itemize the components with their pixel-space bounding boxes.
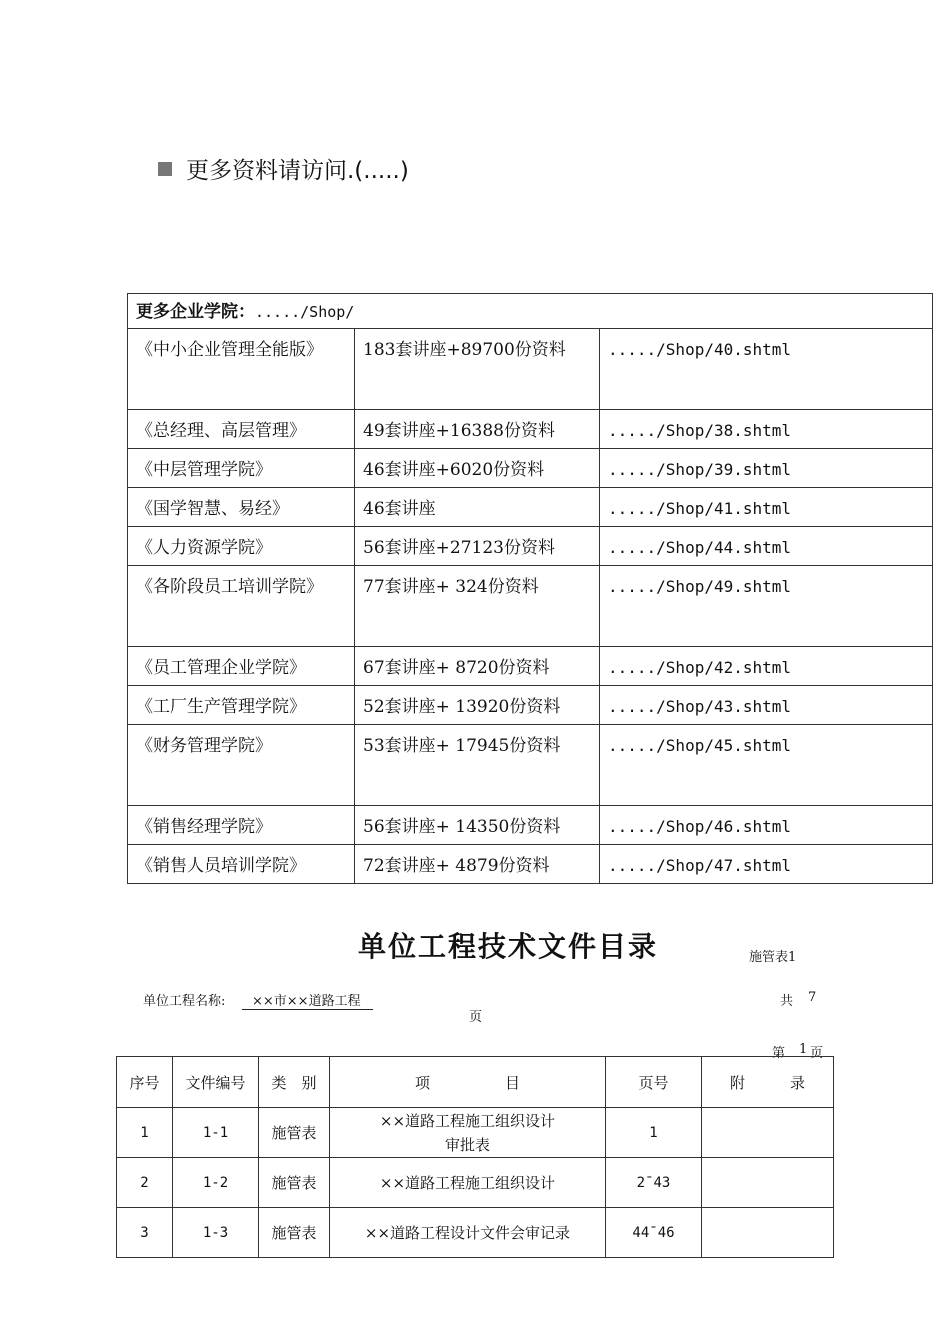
- square-bullet-icon: [158, 162, 172, 176]
- shop-desc-cell: 53套讲座+ 17945份资料: [355, 725, 600, 806]
- col-header-pages: 页号: [606, 1057, 702, 1108]
- row-category: 施管表: [259, 1158, 330, 1208]
- shop-link-cell[interactable]: ...../Shop/42.shtml: [600, 647, 933, 686]
- shop-desc-cell: 52套讲座+ 13920份资料: [355, 686, 600, 725]
- row-pages: 2¯43: [606, 1158, 702, 1208]
- shop-name-cell: 《各阶段员工培训学院》: [128, 566, 355, 647]
- shop-links-table: [127, 293, 933, 884]
- shop-row: [128, 725, 933, 806]
- row-file-code: 1-2: [173, 1158, 259, 1208]
- project-name-label: 单位工程名称:: [143, 994, 226, 1009]
- row-category: 施管表: [259, 1208, 330, 1258]
- shop-link-cell[interactable]: ...../Shop/41.shtml: [600, 488, 933, 527]
- catalog-row: [117, 1108, 834, 1158]
- shop-link-cell[interactable]: ...../Shop/43.shtml: [600, 686, 933, 725]
- notice-text: 更多资料请访问.(.....): [186, 158, 409, 184]
- shop-link-cell[interactable]: ...../Shop/46.shtml: [600, 806, 933, 845]
- shop-row: [128, 566, 933, 647]
- col-header-category: 类 别: [259, 1057, 330, 1108]
- shop-name-cell: 《工厂生产管理学院》: [128, 686, 355, 725]
- shop-link-cell[interactable]: ...../Shop/39.shtml: [600, 449, 933, 488]
- file-catalog-table: [116, 1056, 834, 1258]
- shop-name-cell: 《销售人员培训学院》: [128, 845, 355, 884]
- row-serial: 1: [117, 1108, 173, 1158]
- shop-row: [128, 410, 933, 449]
- total-pages-unit: 页: [469, 1010, 483, 1025]
- page-number-unit: 页: [810, 1046, 824, 1061]
- row-file-code: 1-3: [173, 1208, 259, 1258]
- shop-row: [128, 527, 933, 566]
- shop-link-cell[interactable]: ...../Shop/38.shtml: [600, 410, 933, 449]
- shop-row: [128, 686, 933, 725]
- shop-link-cell[interactable]: ...../Shop/47.shtml: [600, 845, 933, 884]
- row-item-line: ××道路工程设计文件会审记录: [364, 1223, 571, 1242]
- row-appendix: [702, 1158, 834, 1208]
- shop-row: [128, 806, 933, 845]
- shop-link-cell[interactable]: ...../Shop/44.shtml: [600, 527, 933, 566]
- row-file-code: 1-1: [173, 1108, 259, 1158]
- shop-row: [128, 845, 933, 884]
- row-item-line: ××道路工程施工组织设计: [379, 1111, 556, 1130]
- shop-desc-cell: 72套讲座+ 4879份资料: [355, 845, 600, 884]
- catalog-header-row: [117, 1057, 834, 1108]
- row-serial: 3: [117, 1208, 173, 1258]
- page-number-value: 1: [799, 1042, 808, 1057]
- shop-name-cell: 《中层管理学院》: [128, 449, 355, 488]
- shop-row: [128, 449, 933, 488]
- shop-link-cell[interactable]: ...../Shop/45.shtml: [600, 725, 933, 806]
- row-item: [330, 1108, 606, 1158]
- shop-header-label: 更多企业学院：: [136, 302, 255, 322]
- shop-link-cell[interactable]: ...../Shop/40.shtml: [600, 329, 933, 410]
- col-header-serial: 序号: [117, 1057, 173, 1108]
- catalog-row: [117, 1208, 834, 1258]
- row-serial: 2: [117, 1158, 173, 1208]
- shop-link-cell[interactable]: ...../Shop/49.shtml: [600, 566, 933, 647]
- row-pages: 1: [606, 1108, 702, 1158]
- shop-row: [128, 329, 933, 410]
- shop-desc-cell: 183套讲座+89700份资料: [355, 329, 600, 410]
- total-pages-label: 共: [780, 994, 794, 1009]
- shop-name-cell: 《国学智慧、易经》: [128, 488, 355, 527]
- site-notice: [158, 152, 409, 185]
- project-name-value: ××市××道路工程: [242, 990, 373, 1010]
- row-item: [330, 1158, 606, 1208]
- shop-name-cell: 《人力资源学院》: [128, 527, 355, 566]
- row-appendix: [702, 1108, 834, 1158]
- catalog-row: [117, 1158, 834, 1208]
- document-title: 单位工程技术文件目录: [358, 930, 659, 963]
- shop-name-cell: 《财务管理学院》: [128, 725, 355, 806]
- page-number-label: 第: [772, 1046, 786, 1061]
- col-header-item: 项 目: [330, 1057, 606, 1108]
- col-header-file-code: 文件编号: [173, 1057, 259, 1108]
- shop-desc-cell: 56套讲座+ 14350份资料: [355, 806, 600, 845]
- row-pages: 44¯46: [606, 1208, 702, 1258]
- col-header-appendix: 附 录: [702, 1057, 834, 1108]
- row-item: [330, 1208, 606, 1258]
- shop-header-cell: [128, 294, 933, 329]
- row-appendix: [702, 1208, 834, 1258]
- shop-name-cell: 《中小企业管理全能版》: [128, 329, 355, 410]
- shop-desc-cell: 56套讲座+27123份资料: [355, 527, 600, 566]
- shop-name-cell: 《销售经理学院》: [128, 806, 355, 845]
- shop-row: [128, 647, 933, 686]
- shop-name-cell: 《员工管理企业学院》: [128, 647, 355, 686]
- shop-name-cell: 《总经理、高层管理》: [128, 410, 355, 449]
- shop-header-row: [128, 294, 933, 329]
- shop-desc-cell: 46套讲座+6020份资料: [355, 449, 600, 488]
- shop-desc-cell: 67套讲座+ 8720份资料: [355, 647, 600, 686]
- row-item-line: 审批表: [444, 1135, 490, 1154]
- total-pages-value: 7: [808, 990, 817, 1005]
- shop-row: [128, 488, 933, 527]
- shop-desc-cell: 77套讲座+ 324份资料: [355, 566, 600, 647]
- row-category: 施管表: [259, 1108, 330, 1158]
- row-item-line: ××道路工程施工组织设计: [379, 1173, 556, 1192]
- shop-desc-cell: 46套讲座: [355, 488, 600, 527]
- shop-header-link[interactable]: ...../Shop/: [255, 303, 355, 321]
- shop-desc-cell: 49套讲座+16388份资料: [355, 410, 600, 449]
- form-code: 施管表1: [749, 950, 797, 965]
